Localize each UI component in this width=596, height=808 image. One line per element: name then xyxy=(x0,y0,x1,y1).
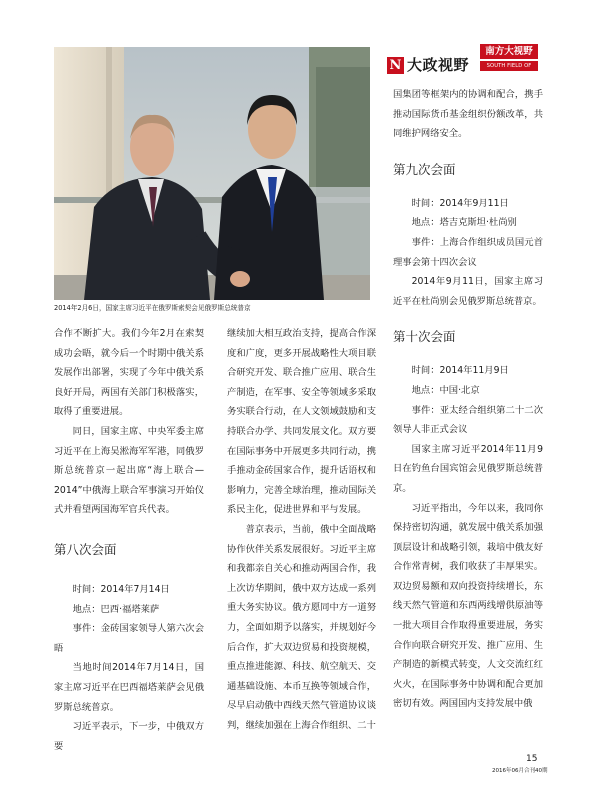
meeting-time: 时间：2014年7月14日 xyxy=(72,583,170,595)
logo-mark: N xyxy=(387,57,404,74)
brand-chinese: 南方大视野 xyxy=(480,44,538,59)
brand-english: SOUTH FIELD OF VISION xyxy=(480,61,538,71)
section-heading-8: 第八次会面 xyxy=(54,541,117,557)
magazine-logo xyxy=(387,54,479,78)
photo-illustration xyxy=(54,47,370,300)
paragraph: 继续加大相互政治支持，提高合作深度和广度，更多开展战略性大项目联合研究开发、联合推广应用、联合生产制造，在军事、安全等领域多采取务实联合行动，在人文领域鼓励和支持联合办学、共同发展文化。双方要在国际事务中开展更多共同行动，携手推动金砖国家合作，提升话语权和影响力，完善全球治理，推动国际关系民主化，促进世界和平与发展。 xyxy=(227,328,376,516)
photo-caption: 2014年2月6日，国家主席习近平在俄罗斯索契会见俄罗斯总统普京 xyxy=(54,304,251,312)
article-column-3 xyxy=(393,85,543,714)
paragraph: 国集团等框架内的协调和配合，携手推动国际货币基金组织份额改革，共同维护网络安全。 xyxy=(393,89,543,140)
page-number: 15 xyxy=(526,754,538,764)
meeting-time: 时间：2014年11月9日 xyxy=(411,365,509,377)
section-heading-9: 第九次会面 xyxy=(393,161,456,177)
section-brand xyxy=(480,44,538,79)
paragraph: 同日，国家主席、中央军委主席习近平在上海吴淞海军军港，同俄罗斯总统普京一起出席“海上联合—2014”中俄海上联合军事演习开始仪式并看望两国海军官兵代表。 xyxy=(54,425,204,516)
paragraph: 普京表示，当前，俄中全面战略协作伙伴关系发展很好。习近平主席和我都亲自关心和推动两国合作，我上次访华期间，俄中双方达成一系列重大务实协议。俄方愿同中方一道努力，全面如期予以落实，并规划好今后合作，扩大双边贸易和投资规模，重点推进能源、科技、航空航天、交通基础设施、本币互换等领域合作，尽早启动俄中西线天然气管道协议谈判，继续加强在上海合作组织、二十 xyxy=(227,523,376,731)
meeting-place: 地点：塔吉克斯坦·杜尚别 xyxy=(411,217,517,229)
paragraph: 当地时间2014年7月14日，国家主席习近平在巴西福塔莱萨会见俄罗斯总统普京。 xyxy=(54,662,204,713)
meeting-place: 地点：巴西·福塔莱萨 xyxy=(72,603,160,615)
paragraph: 习近平指出，今年以来，我同你保持密切沟通，就发展中俄关系加强顶层设计和战略引领，栽培中俄友好合作常青树，我们收获了丰厚果实。双边贸易额和双向投资持续增长，东线天然气管道和东西两线增供原油等一批大项目合作取得重要进展，务实合作向联合研究开发、推广应用、生产制造的新模式转变，人文交流红红火火，在国际事务中协调和配合更加密切有效。两国国内支持发展中俄 xyxy=(393,502,543,710)
meeting-time: 时间：2014年9月11日 xyxy=(411,197,509,209)
section-heading-10: 第十次会面 xyxy=(393,329,456,345)
paragraph: 合作不断扩大。我们今年2月在索契成功会晤，就今后一个时期中俄关系发展作出部署，实现了今年中俄关系良好开局，两国有关部门积极落实，取得了重要进展。 xyxy=(54,328,204,418)
paragraph: 2014年9月11日，国家主席习近平在杜尚别会见俄罗斯总统普京。 xyxy=(393,276,543,307)
article-column-1 xyxy=(54,324,204,756)
meeting-event: 事件：金砖国家领导人第六次会晤 xyxy=(54,623,204,654)
leaders-handshake-photo xyxy=(54,47,370,300)
meeting-place: 地点：中国·北京 xyxy=(411,384,480,396)
paragraph: 国家主席习近平2014年11月9日在钓鱼台国宾馆会见俄罗斯总统普京。 xyxy=(393,443,543,494)
meeting-event: 事件：亚太经合组织第二十二次领导人非正式会议 xyxy=(393,404,543,436)
issue-label: 2016年06月合刊40期 xyxy=(492,768,548,774)
logo-title: 大政视野 xyxy=(407,56,470,74)
meeting-event: 事件：上海合作组织成员国元首理事会第十四次会议 xyxy=(393,236,543,268)
article-column-2 xyxy=(227,324,376,735)
paragraph: 习近平表示，下一步，中俄双方要 xyxy=(54,721,204,752)
